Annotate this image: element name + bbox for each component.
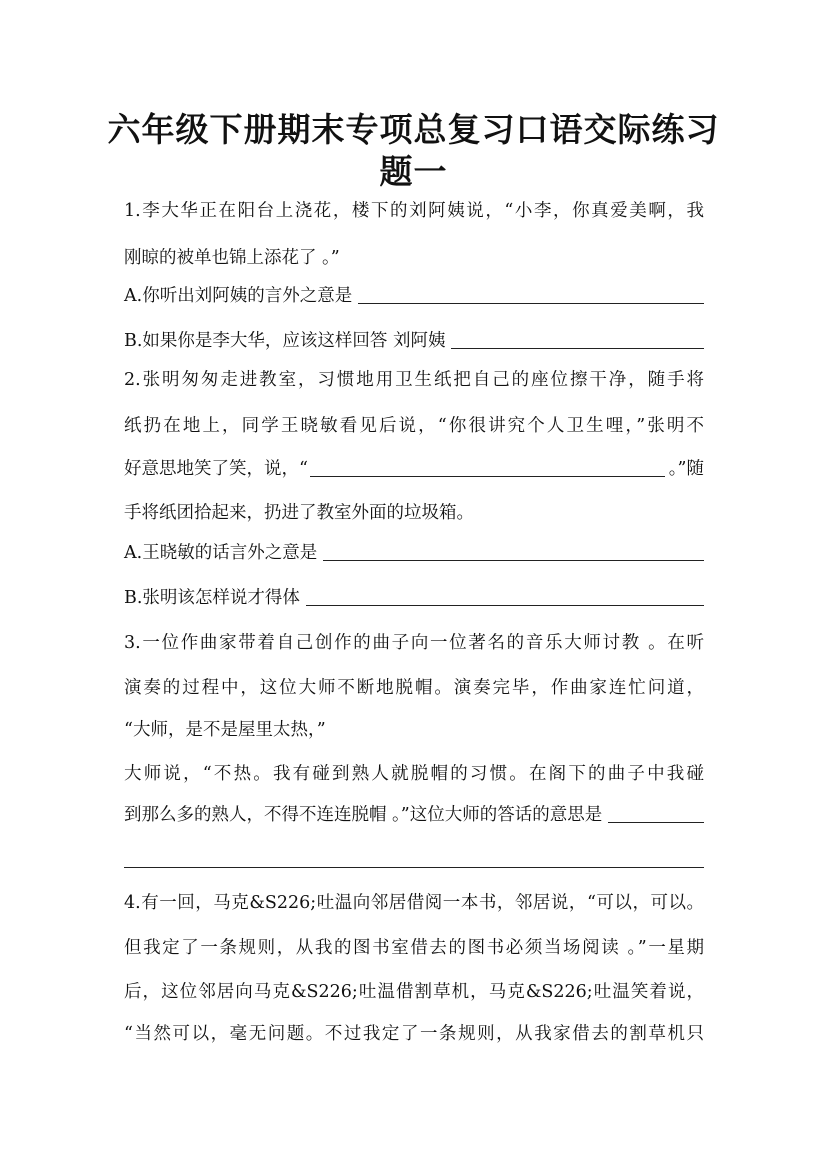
q2-line-3	[124, 456, 704, 482]
q1-line-1: 1.李大华正在阳台上浇花，楼下的刘阿姨说，“小李，你真爱美啊，我	[124, 201, 704, 221]
q1-b-blank[interactable]	[451, 347, 704, 349]
q3-line-3: “大师，是不是屋里太热，”	[124, 720, 326, 740]
q2-quote-blank[interactable]	[310, 475, 665, 477]
q2-line-3-post: 。”随	[668, 459, 704, 479]
q2-answer-a	[124, 540, 704, 566]
q2-line-1: 2.张明匆匆走进教室，习惯地用卫生纸把自己的座位擦干净，随手将	[124, 370, 704, 390]
q3-line-1: 3.一位作曲家带着自己创作的曲子向一位著名的音乐大师讨教 。在听	[124, 633, 704, 653]
q2-b-label: B.张明该怎样说才得体	[124, 588, 300, 608]
q3-line-5-text: 到那么多的熟人，不得不连连脱帽 。”这位大师的答话的意思是	[124, 805, 603, 825]
q4-line-3: 后，这位邻居向马克&S226;吐温借割草机，马克&S226;吐温笑着说，	[124, 982, 704, 1002]
q3-answer-blank-1[interactable]	[608, 821, 704, 823]
q1-a-blank[interactable]	[358, 302, 704, 304]
q2-b-blank[interactable]	[306, 604, 704, 606]
q4-line-1: 4.有一回，马克&S226;吐温向邻居借阅一本书，邻居说，“可以，可以。	[124, 893, 704, 913]
q2-line-4: 手将纸团拾起来，扔进了教室外面的垃圾箱。	[124, 503, 474, 523]
q2-line-2: 纸扔在地上，同学王晓敏看见后说，“你很讲究个人卫生哩，”张明不	[124, 416, 704, 436]
q2-a-blank[interactable]	[323, 559, 704, 561]
q4-line-4: “当然可以，毫无问题。不过我定了一条规则，从我家借去的割草机只	[124, 1024, 704, 1044]
q1-line-2: 刚晾的被单也锦上添花了 。”	[124, 248, 340, 268]
q4-line-2: 但我定了一条规则，从我的图书室借去的图书必须当场阅读 。”一星期	[124, 938, 704, 958]
q1-a-label: A.你听出刘阿姨的言外之意是	[124, 286, 353, 306]
q1-answer-a	[124, 283, 704, 309]
q3-line-2: 演奏的过程中，这位大师不断地脱帽。演奏完毕，作曲家连忙问道，	[124, 678, 704, 698]
q2-a-label: A.王晓敏的话言外之意是	[124, 543, 318, 563]
title-line-2: 题一	[379, 152, 448, 191]
q2-line-3-pre: 好意思地笑了笑，说，“	[124, 459, 308, 479]
q3-answer-blank-2[interactable]	[124, 867, 704, 868]
q3-line-4: 大师说，“不热。我有碰到熟人就脱帽的习惯。在阁下的曲子中我碰	[124, 764, 704, 784]
q1-b-label: B.如果你是李大华，应该这样回答 刘阿姨	[124, 331, 446, 351]
title-line-1: 六年级下册期末专项总复习口语交际练习	[107, 110, 720, 149]
q3-line-5	[124, 802, 704, 828]
q1-answer-b	[124, 328, 704, 354]
q2-answer-b	[124, 585, 704, 611]
